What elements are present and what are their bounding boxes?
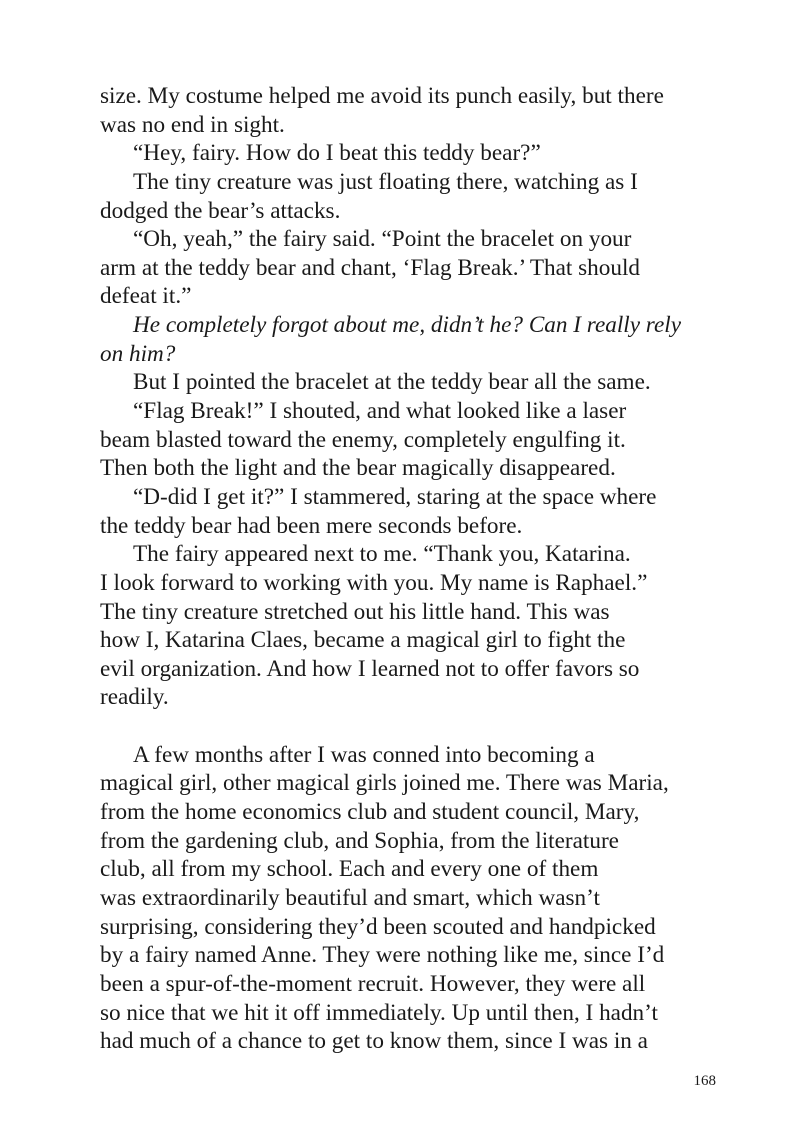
text-line: Then both the light and the bear magically disappeared. <box>100 455 616 482</box>
text-line: “Hey, fairy. How do I beat this teddy bear?” <box>133 140 541 167</box>
text-line: “Flag Break!” I shouted, and what looked like a laser <box>133 398 627 425</box>
text-line: so nice that we hit it off immediately. Up until then, I hadn’t <box>100 999 658 1026</box>
text-line: I look forward to working with you. My name is Raphael.” <box>100 569 648 596</box>
text-line: A few months after I was conned into becoming a <box>133 741 595 768</box>
text-line: defeat it.” <box>100 283 192 310</box>
text-line: surprising, considering they’d been scouted and handpicked <box>100 913 656 940</box>
text-line: magical girl, other magical girls joined me. There was Maria, <box>100 770 669 797</box>
text-line: But I pointed the bracelet at the teddy bear all the same. <box>133 369 651 396</box>
text-line: on him? <box>100 340 176 367</box>
text-line: club, all from my school. Each and every one of them <box>100 856 599 883</box>
text-line: size. My costume helped me avoid its punch easily, but there <box>100 83 664 109</box>
text-line: from the gardening club, and Sophia, from the literature <box>100 827 619 854</box>
text-line: the teddy bear had been mere seconds before. <box>100 512 523 539</box>
text-line: by a fairy named Anne. They were nothing like me, since I’d <box>100 942 665 969</box>
text-line: beam blasted toward the enemy, completely engulfing it. <box>100 426 626 453</box>
text-line: He completely forgot about me, didn’t he? Can I really rely <box>133 312 681 339</box>
text-line: The tiny creature was just floating there, watching as I <box>133 168 638 195</box>
text-line: The tiny creature stretched out his little hand. This was <box>100 598 610 625</box>
text-line: been a spur-of-the-moment recruit. However, they were all <box>100 970 646 997</box>
text-line: The fairy appeared next to me. “Thank you, Katarina. <box>133 541 631 568</box>
page-body <box>100 82 722 1056</box>
text-line: arm at the teddy bear and chant, ‘Flag Break.’ That should <box>100 254 641 281</box>
text-line: “D-did I get it?” I stammered, staring at the space where <box>133 483 657 510</box>
text-line: how I, Katarina Claes, became a magical girl to fight the <box>100 627 626 654</box>
text-line: was extraordinarily beautiful and smart, which wasn’t <box>100 884 600 911</box>
paragraph-break <box>100 712 722 741</box>
text-line: “Oh, yeah,” the fairy said. “Point the bracelet on your <box>133 226 632 253</box>
text-line: was no end in sight. <box>100 111 285 138</box>
text-line: had much of a chance to get to know them, since I was in a <box>100 1028 648 1055</box>
text-line: dodged the bear’s attacks. <box>100 197 341 224</box>
page-number: 168 <box>693 1073 716 1089</box>
text-line: from the home economics club and student council, Mary, <box>100 799 640 826</box>
text-line: readily. <box>100 684 169 711</box>
text-line: evil organization. And how I learned not to offer favors so <box>100 655 640 682</box>
